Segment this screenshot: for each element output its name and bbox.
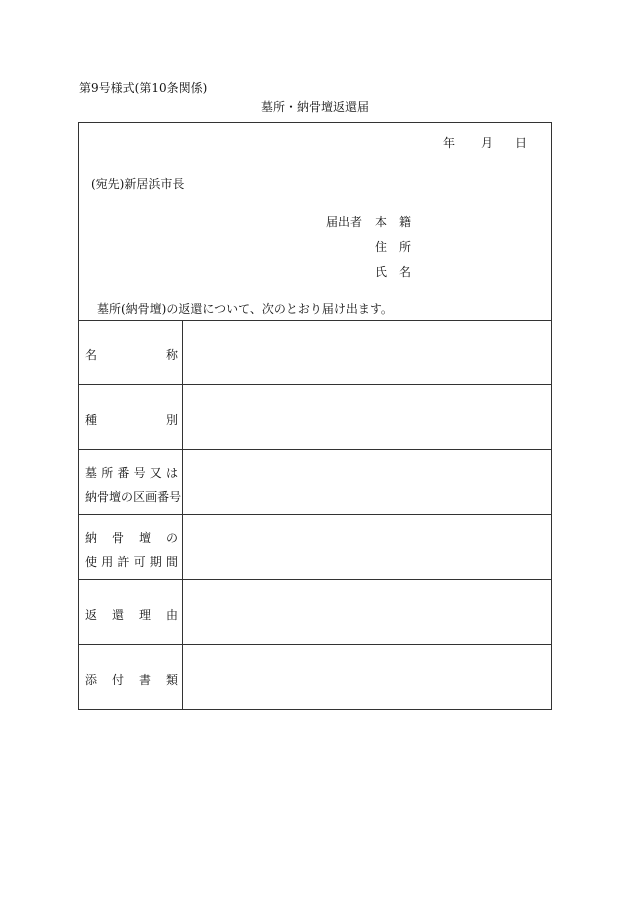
form-frame [78,122,552,710]
row-label-char: 返 [85,608,98,622]
row-label-char: 番 [157,490,170,504]
row-label-char: 許 [117,555,130,569]
plot-number-row [79,450,551,515]
row-label [79,645,183,709]
attachments-row [79,645,551,709]
row-label-line [85,606,178,623]
row-label-char: 由 [165,608,178,622]
date-month-label: 月 [481,136,494,150]
row-label-char: 添 [85,673,98,687]
field-jusho-char: 住 [375,240,388,254]
row-label [79,385,183,449]
row-value-field[interactable] [184,515,551,579]
row-label-char: 納 [85,490,98,504]
row-label-char: 可 [133,555,146,569]
form-rows [79,320,551,709]
field-honseki-char: 本 [375,215,388,229]
row-label-char: 画 [145,490,158,504]
row-label-char: 用 [101,555,114,569]
row-label-char: 称 [165,348,178,362]
row-label-char: 壇 [138,531,151,545]
field-shimei-char: 氏 [375,265,388,279]
field-shimei [375,263,411,280]
row-label [79,320,183,384]
row-label-char: 理 [138,608,151,622]
row-label-char: 名 [85,348,98,362]
name-row [79,320,551,385]
return-reason-row [79,580,551,645]
row-label-line [85,464,178,481]
row-label-char: 間 [165,555,178,569]
date-year-label: 年 [443,136,456,150]
row-label-line [85,346,178,363]
date-day-label: 日 [515,136,528,150]
document-title: 墓所・納骨壇返還届 [260,100,369,114]
row-label-char: 区 [133,490,146,504]
row-label-char: 所 [101,466,114,480]
row-label [79,515,183,579]
row-value-field[interactable] [184,320,551,384]
statement: 墓所(納骨壇)の返還について、次のとおり届け出ます。 [97,302,393,316]
row-value-field[interactable] [184,450,551,514]
row-label-char: 使 [85,555,98,569]
row-label-char: 号 [169,490,182,504]
applicant-label: 届出者 [326,215,363,229]
row-label-line [85,411,178,428]
field-jusho [375,238,411,255]
row-label-char: 番 [117,466,130,480]
row-label-char: 付 [111,673,124,687]
field-shimei-char: 名 [399,265,412,279]
row-label-line [85,553,178,570]
field-jusho-char: 所 [399,240,412,254]
row-label-char: 壇 [109,490,122,504]
row-value-field[interactable] [184,645,551,709]
row-label-line [85,671,178,688]
row-label-char: 納 [85,531,98,545]
row-value-field[interactable] [184,385,551,449]
row-label-char: 期 [149,555,162,569]
row-label [79,580,183,644]
row-label-char: 類 [165,673,178,687]
row-label-char: 骨 [97,490,110,504]
row-label-char: 号 [133,466,146,480]
header-section [79,123,551,321]
row-label-char: 還 [111,608,124,622]
row-label-char: 骨 [111,531,124,545]
row-label-char: 墓 [85,466,98,480]
row-label-char: 又 [149,466,162,480]
row-label-char: の [121,490,134,504]
row-label-char: は [165,466,178,480]
row-label-char: の [165,531,178,545]
row-label-line [85,529,178,546]
field-honseki-char: 籍 [399,215,412,229]
row-label [79,450,183,514]
addressee: (宛先)新居浜市長 [91,177,185,191]
permit-period-row [79,515,551,580]
row-label-char: 種 [85,413,98,427]
row-label-char: 書 [138,673,151,687]
row-label-char: 別 [165,413,178,427]
field-honseki [375,213,411,230]
form-number: 第9号様式(第10条関係) [79,81,208,95]
row-value-field[interactable] [184,580,551,644]
row-label-line [85,488,182,505]
type-row [79,385,551,450]
